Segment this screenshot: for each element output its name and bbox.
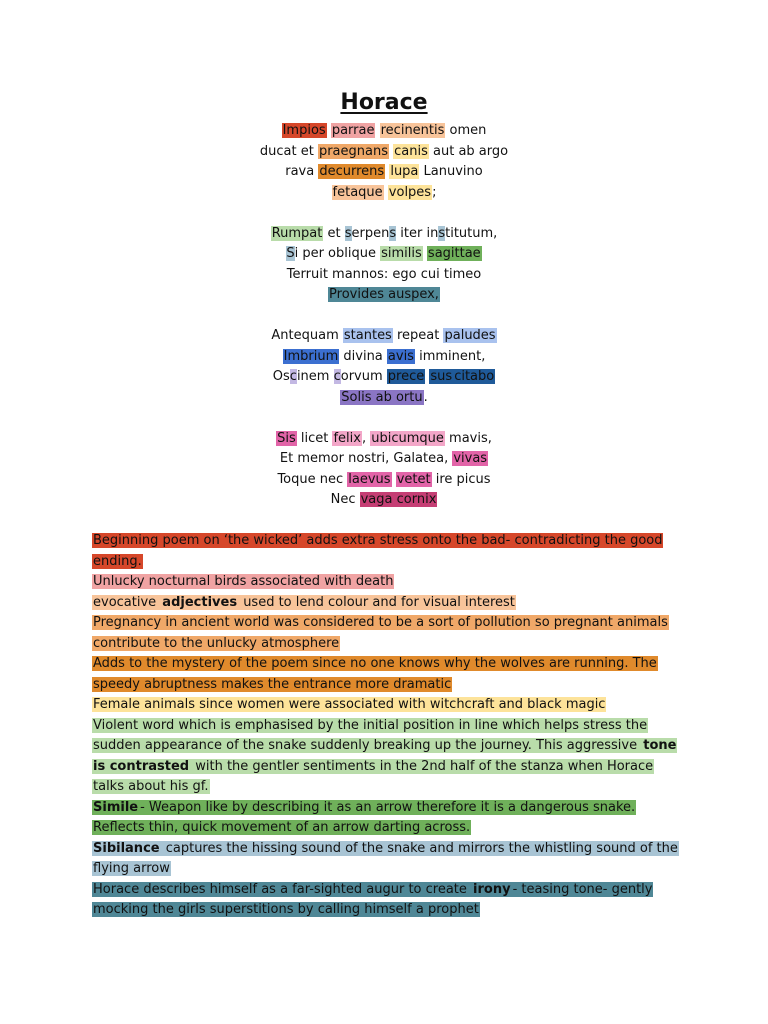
highlighted-word: recinentis (380, 123, 445, 138)
poem-text: omen (445, 123, 487, 138)
poem-line (0, 224, 768, 245)
highlighted-word: vivas (453, 451, 488, 466)
highlighted-word: vetet (396, 471, 431, 487)
highlighted-word: similis (381, 246, 422, 261)
highlighted-word: avis (387, 348, 414, 364)
highlighted-word: stantes (343, 328, 392, 343)
poem-line (0, 244, 768, 265)
note-item (92, 593, 682, 614)
poem-text: ; (432, 184, 437, 200)
poem-text: licet (296, 430, 333, 446)
poem-text: et (323, 225, 345, 241)
highlighted-letter: S (286, 246, 295, 261)
note-keyword: Simile (93, 799, 139, 815)
note-keyword: irony (473, 881, 511, 897)
poem-line (0, 142, 768, 163)
highlighted-word: Imbrium (283, 348, 339, 364)
highlighted-word: Impios (282, 123, 326, 138)
poem-text: Et memor nostri, Galatea, (279, 451, 453, 466)
note-item (92, 613, 682, 654)
note-keyword: tone is contrasted (93, 738, 677, 774)
note-item (92, 839, 682, 880)
note-text: Violent word which is emphasised by the initial position in line which helps stress the sudden appearance of the snake suddenly breaking up the journey. This aggressive (93, 717, 648, 753)
note-item (92, 880, 682, 921)
note-item (92, 716, 682, 798)
highlighted-word: parrae (331, 123, 375, 138)
note-item (92, 572, 682, 593)
highlighted-letter: s (344, 225, 352, 241)
poem-line (0, 490, 768, 511)
highlighted-word: sagittae (427, 246, 481, 261)
poem-line (0, 326, 768, 347)
note-text: - Weapon like by describing it as an arrow therefore it is a dangerous snake. Reflects thin, quick movement of an arrow darting across. (93, 799, 636, 835)
poem-line (0, 265, 768, 286)
note-text: Adds to the mystery of the poem since no one knows why the wolves are running. The speedy abruptness makes the entrance more dramatic (93, 656, 657, 692)
note-text: Unlucky nocturnal birds associated with death (93, 574, 394, 589)
note-text: Female animals since women were associated with witchcraft and black magic (93, 697, 606, 712)
note-item (92, 531, 682, 572)
highlighted-word: sus (430, 369, 453, 384)
highlighted-word: Provides auspex, (329, 287, 439, 302)
highlighted-word: paludes (444, 328, 496, 343)
poem-text: orvum (340, 369, 387, 384)
poem-text: Lanuvino (419, 164, 483, 179)
highlighted-word: vaga cornix (360, 492, 437, 507)
highlighted-word: praegnans (318, 143, 388, 159)
note-item (92, 798, 682, 839)
highlighted-word: Sis (277, 430, 296, 446)
highlighted-word: canis (394, 143, 428, 159)
highlighted-word: ubicumque (371, 430, 444, 446)
note-text: Beginning poem on ‘the wicked’ adds extra stress onto the bad- contradicting the good ending. (93, 533, 663, 569)
poem-text: aut ab argo (428, 143, 509, 159)
highlighted-word: laevus (348, 471, 391, 487)
highlighted-letter: s (438, 225, 446, 241)
poem-text: Toque nec (277, 471, 348, 487)
note-text: captures the hissing sound of the snake and mirrors the whistling sound of the flying arrow (93, 840, 678, 876)
notes-list (92, 531, 682, 921)
poem (0, 121, 768, 511)
note-text: Horace describes himself as a far-sighted augur to create (93, 881, 472, 897)
poem-line (0, 429, 768, 450)
note-keyword: Sibilance (93, 840, 160, 856)
note-text: used to lend colour and for visual interest (239, 594, 515, 610)
poem-text (375, 123, 379, 138)
highlighted-letter: c (289, 369, 297, 384)
poem-line (0, 470, 768, 491)
poem-text: . (423, 389, 428, 405)
poem-text: divina (339, 348, 387, 364)
poem-text: rava (285, 164, 319, 179)
highlighted-word: Rumpat (271, 225, 323, 241)
poem-text: inem (296, 369, 334, 384)
poem-line (0, 183, 768, 204)
poem-text: erpen (351, 225, 390, 241)
poem-line (0, 285, 768, 306)
poem-text: Os (272, 369, 290, 384)
poem-text: Nec (330, 492, 360, 507)
poem-text: mavis, (444, 430, 492, 446)
highlighted-word: Solis ab ortu (341, 389, 423, 405)
note-item (92, 695, 682, 716)
note-keyword: adjectives (162, 594, 238, 610)
poem-text: repeat (392, 328, 444, 343)
poem-line (0, 449, 768, 470)
poem-line (0, 121, 768, 142)
note-text: - teasing tone- gently mocking the girls superstitions by calling himself a prophet (93, 881, 653, 917)
poem-line (0, 388, 768, 409)
poem-text: titutum, (445, 225, 498, 241)
poem-line (0, 162, 768, 183)
highlighted-word: volpes (388, 184, 432, 200)
poem-text: Terruit mannos: ego cui timeo (286, 266, 482, 282)
note-text: Pregnancy in ancient world was considered to be a sort of pollution so pregnant animals contribute to the unlucky atmosphere (93, 615, 668, 651)
highlighted-word: felix (333, 430, 361, 446)
highlighted-word: decurrens (319, 164, 385, 179)
highlighted-letter: s (389, 225, 397, 241)
highlighted-letter: c (333, 369, 341, 384)
poem-text: imminent, (414, 348, 486, 364)
note-text: with the gentler sentiments in the 2nd half of the stanza when Horace talks about his gf. (93, 758, 654, 794)
note-text: evocative (93, 594, 161, 610)
poem-text: ducat et (259, 143, 318, 159)
poem-text: iter in (396, 225, 439, 241)
highlighted-word: citabo (454, 369, 495, 384)
poem-line (0, 367, 768, 388)
poem-text: i per oblique (294, 246, 381, 261)
page-title: Horace (340, 90, 428, 115)
poem-text: ire picus (431, 471, 491, 487)
poem-line (0, 347, 768, 368)
highlighted-word: fetaque (332, 184, 383, 200)
highlighted-word: lupa (390, 164, 419, 179)
poem-text: , (361, 430, 371, 446)
highlighted-word: prece (387, 369, 425, 384)
note-item (92, 654, 682, 695)
poem-text: Antequam (271, 328, 343, 343)
